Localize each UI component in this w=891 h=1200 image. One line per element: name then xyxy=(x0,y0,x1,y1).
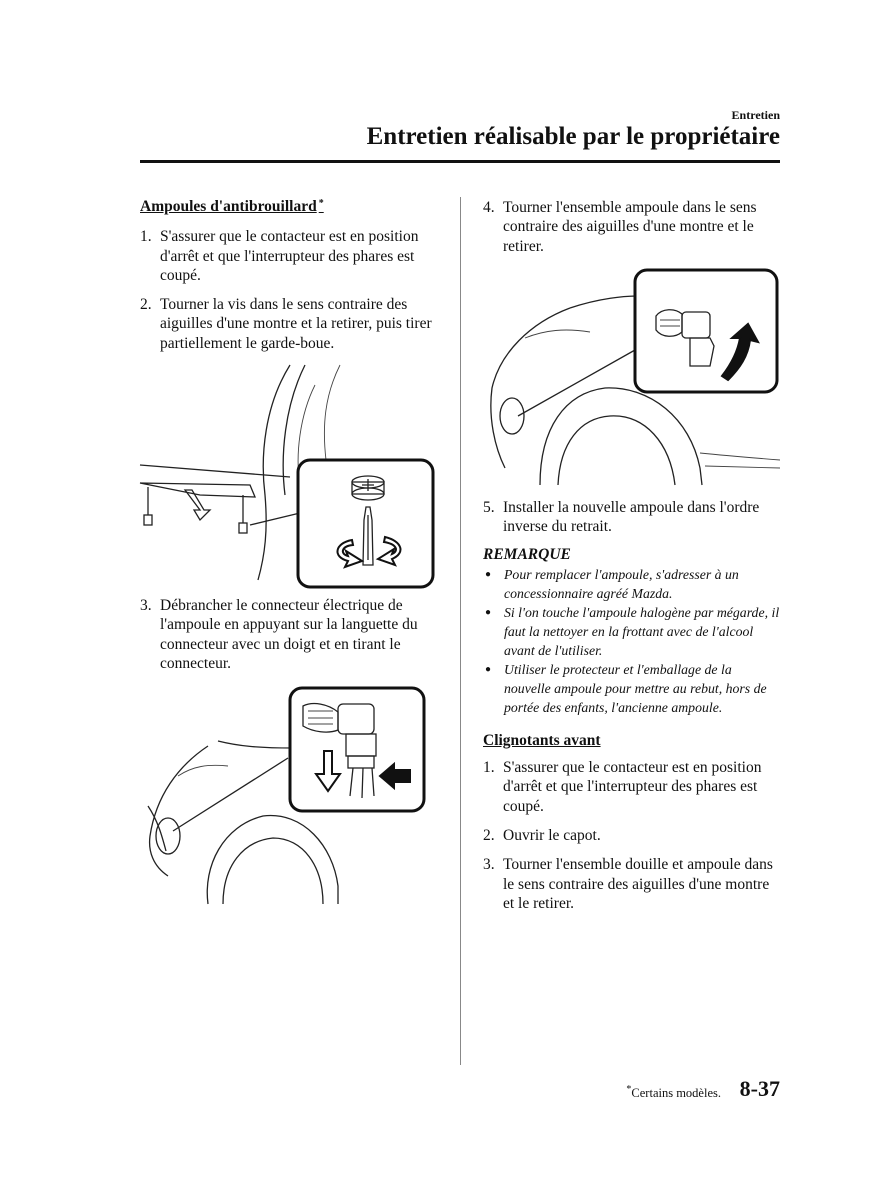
screw-icon xyxy=(239,495,247,533)
page-number: 8-37 xyxy=(739,1076,780,1101)
step-number: 4. xyxy=(483,199,495,216)
step-text: S'assurer que le contacteur est en position d'arrêt et que l'interrupteur des phares est coupé. xyxy=(503,759,762,815)
step-text: Tourner l'ensemble ampoule dans le sens contraire des aiguilles d'une montre et le retirer. xyxy=(503,199,757,255)
connector-illustration xyxy=(148,686,428,904)
c-step-2 xyxy=(483,826,781,845)
bulb-removal-illustration xyxy=(490,268,780,485)
note-item: ● Si l'on touche l'ampoule halogène par mégarde, il faut la nettoyer en la frottant avec de l'alcool avant de l'utiliser. xyxy=(485,604,780,658)
note-item: ● Utiliser le protecteur et l'emballage de la nouvelle ampoule pour mettre au rebut, hors de portée des enfants, l'ancienne ampoule. xyxy=(485,661,767,715)
bullet-icon: ● xyxy=(485,606,492,618)
page-title: Entretien réalisable par le propriétaire xyxy=(366,123,780,150)
column-divider xyxy=(460,197,461,1065)
section-label: Entretien xyxy=(731,108,780,122)
right-column-top xyxy=(483,198,781,256)
step-text: S'assurer que le contacteur est en position d'arrêt et que l'interrupteur des phares est coupé. xyxy=(160,228,419,284)
step-text: Ouvrir le capot. xyxy=(503,827,601,845)
note-item: ● Pour remplacer l'ampoule, s'adresser à un concessionnaire agréé Mazda. xyxy=(485,566,739,601)
step-text: Installer la nouvelle ampoule dans l'ordre inverse du retrait. xyxy=(503,499,760,536)
step-4 xyxy=(483,198,781,256)
left-column-bottom xyxy=(140,596,440,673)
step-text: Tourner la vis dans le sens contraire des aiguilles d'une montre et la retirer, puis tirer partiellement le garde-boue. xyxy=(160,296,432,352)
footnote: *Certains modèles. xyxy=(626,1084,721,1100)
heading-asterisk: * xyxy=(318,198,324,209)
note-heading: REMARQUE xyxy=(483,545,571,563)
fender-screw-illustration xyxy=(140,365,440,590)
step-number: 2. xyxy=(483,827,495,845)
screw-icon xyxy=(144,487,152,525)
step-3 xyxy=(140,596,440,673)
step-text: Débrancher le connecteur électrique de l'ampoule en appuyant sur la languette du connecteur avec un doigt et en tirant le connecteur. xyxy=(160,597,418,672)
note-list xyxy=(483,565,781,717)
right-column-bottom xyxy=(483,498,781,913)
c-step-3 xyxy=(483,855,781,913)
step-number: 1. xyxy=(140,228,152,246)
c-step-1 xyxy=(483,758,781,816)
step-number: 2. xyxy=(140,296,152,314)
fog-lamp-heading: Ampoules d'antibrouillard * xyxy=(140,198,324,215)
step-1 xyxy=(140,227,440,285)
step-text: Tourner l'ensemble douille et ampoule dans le sens contraire des aiguilles d'une montre et le retirer. xyxy=(503,856,773,912)
left-column-top xyxy=(140,197,440,353)
step-number: 3. xyxy=(483,856,495,874)
step-number: 5. xyxy=(483,499,495,516)
turn-signal-heading: Clignotants avant xyxy=(483,731,601,749)
header-rule xyxy=(140,160,780,163)
step-2 xyxy=(140,295,440,353)
step-number: 1. xyxy=(483,759,495,777)
bullet-icon: ● xyxy=(485,568,492,580)
footnote-asterisk: * xyxy=(626,1084,632,1095)
bullet-icon: ● xyxy=(485,663,492,675)
step-number: 3. xyxy=(140,597,152,614)
step-5 xyxy=(483,498,781,537)
